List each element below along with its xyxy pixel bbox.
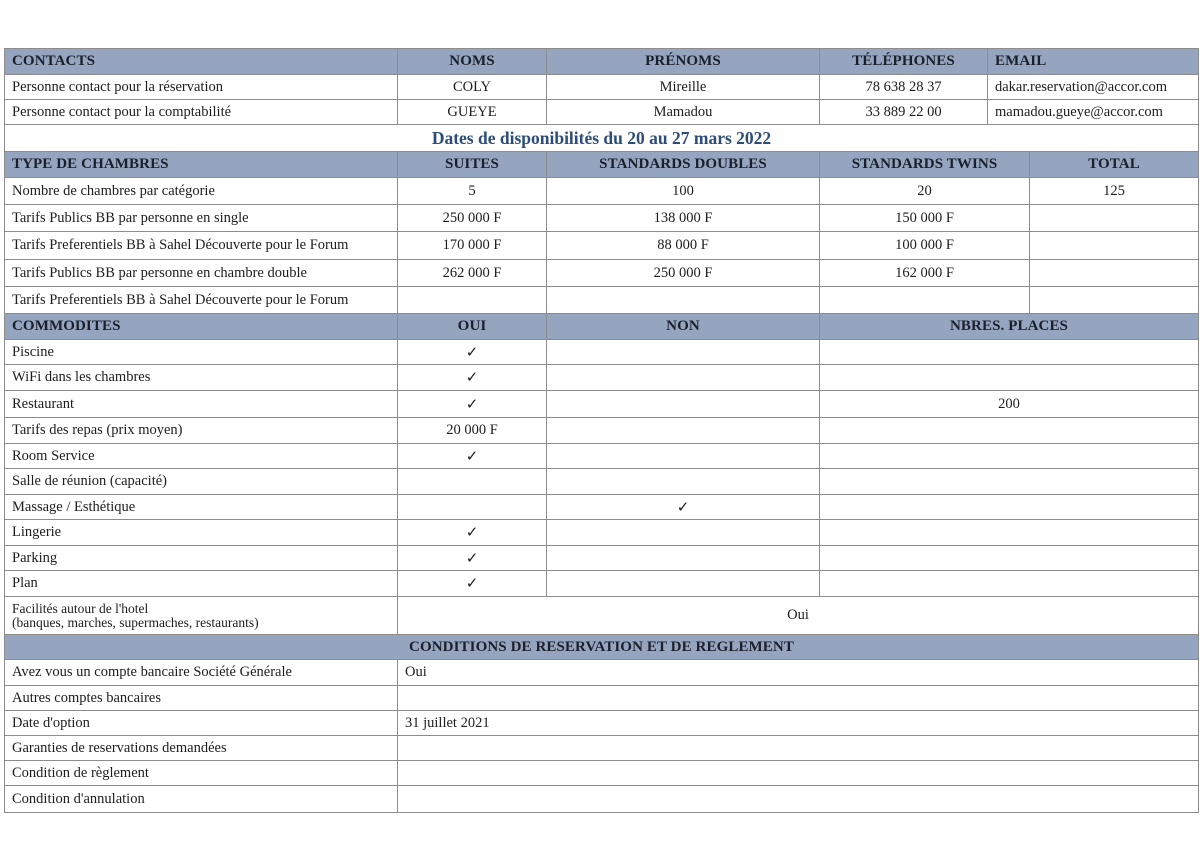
amenity-non bbox=[547, 365, 820, 391]
amenity-places bbox=[820, 340, 1199, 365]
condition-value bbox=[398, 736, 1199, 761]
contacts-header: CONTACTS bbox=[5, 49, 398, 75]
oui-header: OUI bbox=[398, 314, 547, 340]
amenity-oui bbox=[398, 495, 547, 520]
amenity-label: Piscine bbox=[5, 340, 398, 365]
amenity-row bbox=[5, 520, 1199, 546]
condition-label: Condition d'annulation bbox=[5, 786, 398, 813]
amenity-places bbox=[820, 469, 1199, 495]
amenity-oui: ✓ bbox=[398, 444, 547, 469]
contact-nom: COLY bbox=[398, 75, 547, 100]
room-row bbox=[5, 260, 1199, 287]
condition-value bbox=[398, 786, 1199, 813]
room-twins: 162 000 F bbox=[820, 260, 1030, 287]
amenity-oui: ✓ bbox=[398, 391, 547, 418]
amenity-row bbox=[5, 546, 1199, 571]
room-twins: 150 000 F bbox=[820, 205, 1030, 232]
amenity-row bbox=[5, 571, 1199, 597]
room-row bbox=[5, 232, 1199, 260]
room-row bbox=[5, 178, 1199, 205]
amenity-non bbox=[547, 340, 820, 365]
amenity-places bbox=[820, 365, 1199, 391]
contact-telephone: 78 638 28 37 bbox=[820, 75, 988, 100]
suites-header: SUITES bbox=[398, 152, 547, 178]
contact-email: mamadou.gueye@accor.com bbox=[988, 100, 1199, 125]
conditions-header: CONDITIONS DE RESERVATION ET DE REGLEMENT bbox=[5, 635, 1199, 660]
room-twins: 20 bbox=[820, 178, 1030, 205]
amenity-oui: ✓ bbox=[398, 546, 547, 571]
condition-label: Garanties de reservations demandées bbox=[5, 736, 398, 761]
amenity-non bbox=[547, 571, 820, 597]
amenity-label: Lingerie bbox=[5, 520, 398, 546]
amenity-places bbox=[820, 444, 1199, 469]
contact-telephone: 33 889 22 00 bbox=[820, 100, 988, 125]
amenity-label: Room Service bbox=[5, 444, 398, 469]
contact-prenom: Mireille bbox=[547, 75, 820, 100]
amenities-header-row bbox=[5, 314, 1199, 340]
amenity-oui: ✓ bbox=[398, 365, 547, 391]
amenity-oui: 20 000 F bbox=[398, 418, 547, 444]
room-row bbox=[5, 205, 1199, 232]
amenity-row bbox=[5, 365, 1199, 391]
standards-doubles-header: STANDARDS DOUBLES bbox=[547, 152, 820, 178]
room-label: Tarifs Preferentiels BB à Sahel Découverte pour le Forum bbox=[5, 232, 398, 260]
room-type-header: TYPE DE CHAMBRES bbox=[5, 152, 398, 178]
telephones-header: TÉLÉPHONES bbox=[820, 49, 988, 75]
amenity-label: Plan bbox=[5, 571, 398, 597]
facilities-label-line2: (banques, marches, supermaches, restaurants) bbox=[12, 614, 259, 630]
room-suites: 5 bbox=[398, 178, 547, 205]
amenity-row bbox=[5, 444, 1199, 469]
room-doubles: 250 000 F bbox=[547, 260, 820, 287]
amenity-places bbox=[820, 571, 1199, 597]
room-label: Tarifs Publics BB par personne en single bbox=[5, 205, 398, 232]
hotel-info-table bbox=[4, 48, 1199, 813]
standards-twins-header: STANDARDS TWINS bbox=[820, 152, 1030, 178]
room-doubles: 88 000 F bbox=[547, 232, 820, 260]
room-doubles: 100 bbox=[547, 178, 820, 205]
amenity-places bbox=[820, 520, 1199, 546]
facilities-row bbox=[5, 597, 1199, 635]
dates-title: Dates de disponibilités du 20 au 27 mars 2022 bbox=[5, 125, 1199, 152]
amenity-label: Massage / Esthétique bbox=[5, 495, 398, 520]
condition-label: Condition de règlement bbox=[5, 761, 398, 786]
amenity-non bbox=[547, 391, 820, 418]
amenity-non bbox=[547, 520, 820, 546]
amenity-label: Salle de réunion (capacité) bbox=[5, 469, 398, 495]
amenity-row bbox=[5, 495, 1199, 520]
amenity-non bbox=[547, 469, 820, 495]
amenity-label: Restaurant bbox=[5, 391, 398, 418]
contact-nom: GUEYE bbox=[398, 100, 547, 125]
noms-header: NOMS bbox=[398, 49, 547, 75]
facilities-label-line1: Facilités autour de l'hotel bbox=[12, 600, 149, 616]
facilities-label bbox=[5, 597, 398, 635]
dates-title-row bbox=[5, 125, 1199, 152]
amenity-oui: ✓ bbox=[398, 520, 547, 546]
amenity-non bbox=[547, 418, 820, 444]
amenity-row bbox=[5, 469, 1199, 495]
email-header: EMAIL bbox=[988, 49, 1199, 75]
room-total: 125 bbox=[1030, 178, 1199, 205]
amenity-non: ✓ bbox=[547, 495, 820, 520]
amenity-non bbox=[547, 444, 820, 469]
room-label: Tarifs Preferentiels BB à Sahel Découverte pour le Forum bbox=[5, 287, 398, 314]
amenity-label: WiFi dans les chambres bbox=[5, 365, 398, 391]
condition-row bbox=[5, 786, 1199, 813]
contact-label: Personne contact pour la comptabilité bbox=[5, 100, 398, 125]
room-suites bbox=[398, 287, 547, 314]
amenity-label: Parking bbox=[5, 546, 398, 571]
rooms-header-row bbox=[5, 152, 1199, 178]
amenity-non bbox=[547, 546, 820, 571]
condition-row bbox=[5, 736, 1199, 761]
amenity-row bbox=[5, 340, 1199, 365]
condition-label: Avez vous un compte bancaire Société Générale bbox=[5, 660, 398, 686]
contacts-header-row bbox=[5, 49, 1199, 75]
condition-row bbox=[5, 660, 1199, 686]
room-suites: 170 000 F bbox=[398, 232, 547, 260]
amenity-places bbox=[820, 418, 1199, 444]
amenity-places bbox=[820, 495, 1199, 520]
room-row bbox=[5, 287, 1199, 314]
condition-row bbox=[5, 711, 1199, 736]
contact-label: Personne contact pour la réservation bbox=[5, 75, 398, 100]
room-label: Nombre de chambres par catégorie bbox=[5, 178, 398, 205]
prenoms-header: PRÉNOMS bbox=[547, 49, 820, 75]
contact-row bbox=[5, 75, 1199, 100]
total-header: TOTAL bbox=[1030, 152, 1199, 178]
amenity-places bbox=[820, 546, 1199, 571]
room-twins bbox=[820, 287, 1030, 314]
condition-value: Oui bbox=[398, 660, 1199, 686]
condition-value: 31 juillet 2021 bbox=[398, 711, 1199, 736]
contact-prenom: Mamadou bbox=[547, 100, 820, 125]
facilities-value: Oui bbox=[398, 597, 1199, 635]
condition-value bbox=[398, 761, 1199, 786]
amenity-row bbox=[5, 418, 1199, 444]
amenity-label: Tarifs des repas (prix moyen) bbox=[5, 418, 398, 444]
room-doubles bbox=[547, 287, 820, 314]
room-total bbox=[1030, 205, 1199, 232]
contact-email: dakar.reservation@accor.com bbox=[988, 75, 1199, 100]
condition-label: Date d'option bbox=[5, 711, 398, 736]
conditions-header-row bbox=[5, 635, 1199, 660]
condition-label: Autres comptes bancaires bbox=[5, 686, 398, 711]
room-total bbox=[1030, 287, 1199, 314]
nbres-places-header: NBRES. PLACES bbox=[820, 314, 1199, 340]
commodites-header: COMMODITES bbox=[5, 314, 398, 340]
condition-row bbox=[5, 761, 1199, 786]
room-label: Tarifs Publics BB par personne en chambre double bbox=[5, 260, 398, 287]
room-suites: 262 000 F bbox=[398, 260, 547, 287]
room-total bbox=[1030, 232, 1199, 260]
non-header: NON bbox=[547, 314, 820, 340]
condition-value bbox=[398, 686, 1199, 711]
room-suites: 250 000 F bbox=[398, 205, 547, 232]
contact-row bbox=[5, 100, 1199, 125]
amenity-oui bbox=[398, 469, 547, 495]
amenity-row bbox=[5, 391, 1199, 418]
room-doubles: 138 000 F bbox=[547, 205, 820, 232]
amenity-places: 200 bbox=[820, 391, 1199, 418]
condition-row bbox=[5, 686, 1199, 711]
room-twins: 100 000 F bbox=[820, 232, 1030, 260]
amenity-oui: ✓ bbox=[398, 571, 547, 597]
room-total bbox=[1030, 260, 1199, 287]
amenity-oui: ✓ bbox=[398, 340, 547, 365]
